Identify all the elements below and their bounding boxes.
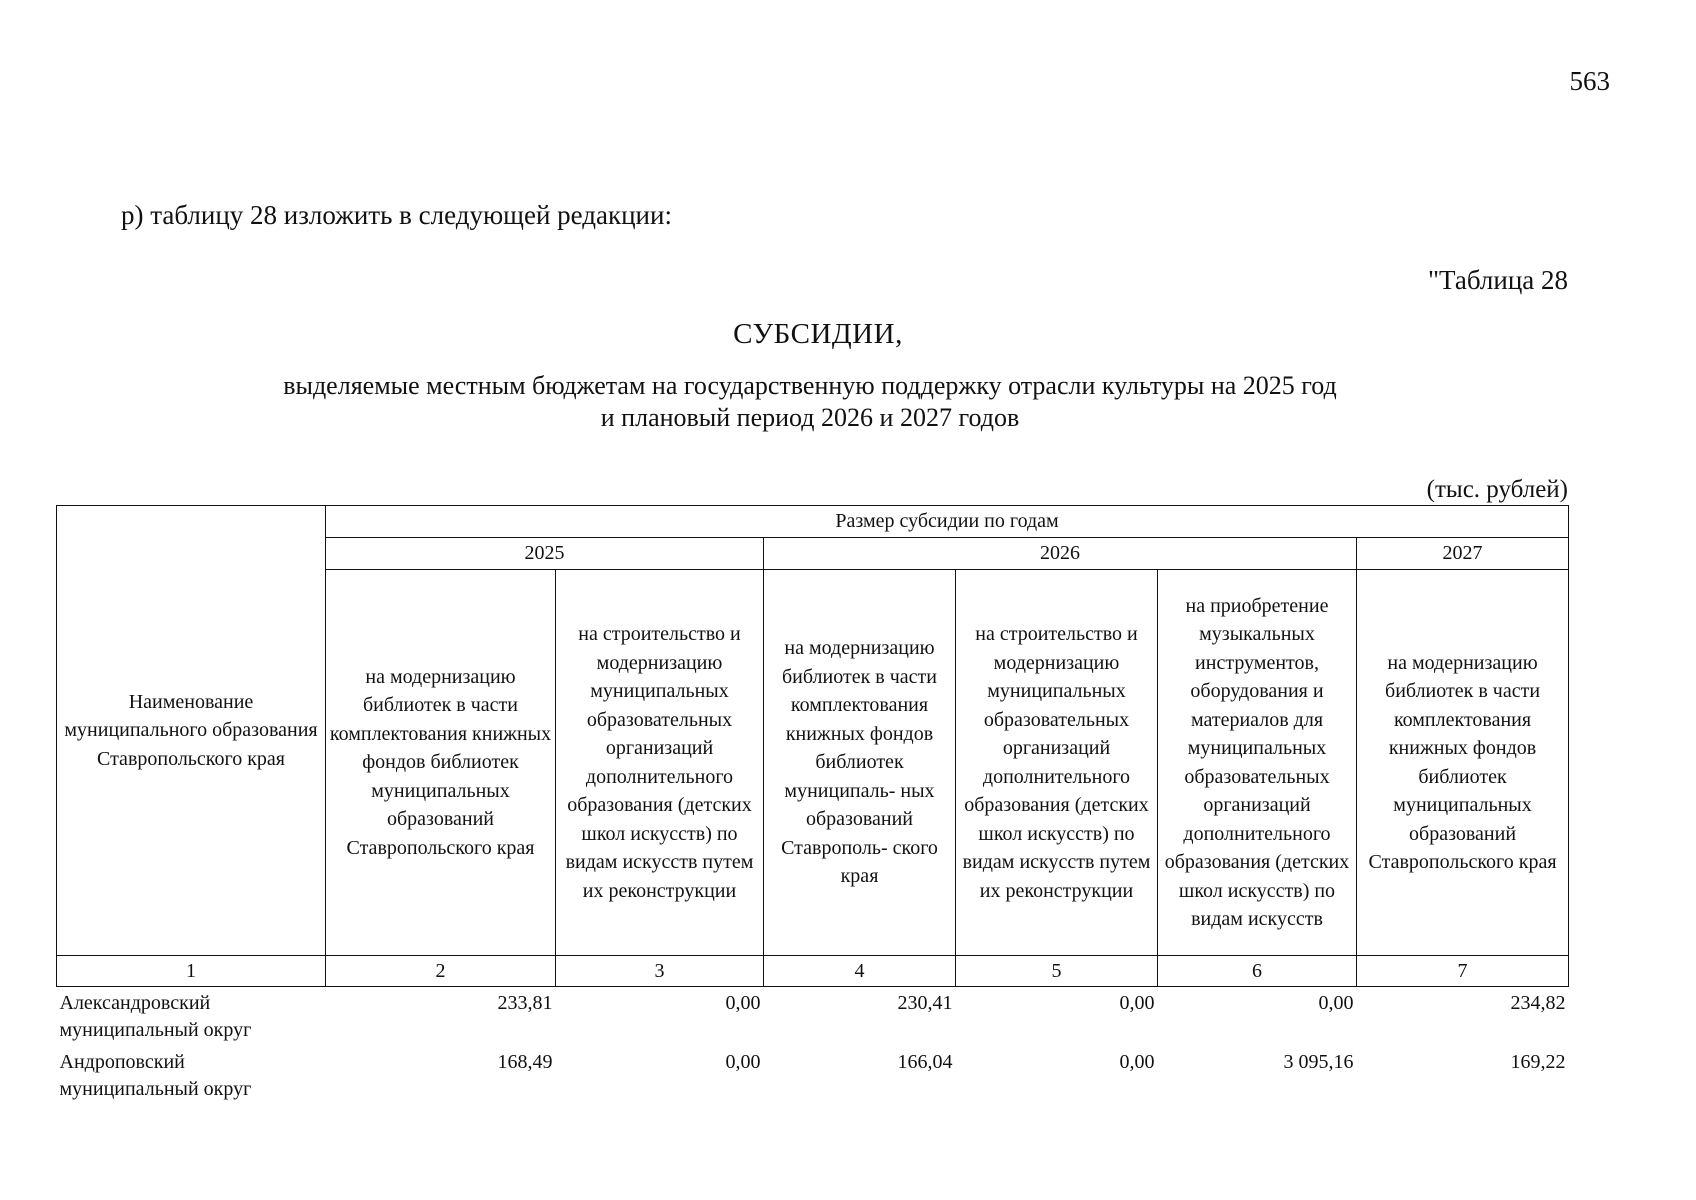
subtitle-line-2: и плановый период 2026 и 2027 годов: [600, 403, 1020, 432]
subtitle-line-1: выделяемые местным бюджетам на государственную поддержку отрасли культуры на 2025 год: [283, 371, 1337, 400]
value-cell: 0,00: [1119, 992, 1155, 1014]
column-number: 3: [556, 956, 764, 987]
value-cell: 168,49: [497, 1051, 553, 1073]
units-label: (тыс. рублей): [1426, 476, 1568, 503]
column-number: 1: [57, 956, 326, 987]
value-cell: 234,82: [1510, 992, 1566, 1014]
column-number: 4: [764, 956, 956, 987]
table-row: [57, 987, 1569, 1047]
value-cell: 3 095,16: [1283, 1051, 1354, 1073]
table-label: "Таблица 28: [1428, 265, 1568, 295]
document-subtitle: [240, 370, 1380, 434]
header-column-7: на модернизацию библиотек в части комплектования книжных фондов библиотек муниципальных образований Ставропольского края: [1357, 570, 1569, 956]
column-number: 7: [1357, 956, 1569, 987]
value-cell: 166,04: [897, 1051, 953, 1073]
table-row: [57, 1046, 1569, 1105]
municipality-name: Александровский муниципальный округ: [59, 992, 252, 1041]
header-column-5: на строительство и модернизацию муниципальных образовательных организаций дополнительного образования (детских школ искусств) по видам искусств путем их реконструкции: [956, 570, 1158, 956]
page-number: 563: [1569, 66, 1610, 96]
header-year-2025: 2025: [326, 538, 764, 570]
header-year-2027: 2027: [1357, 538, 1569, 570]
header-year-2026: 2026: [764, 538, 1357, 570]
value-cell: 0,00: [725, 992, 761, 1014]
header-column-2: на модернизацию библиотек в части комплектования книжных фондов библиотек муниципальных образований Ставропольского края: [326, 570, 556, 956]
header-column-4: на модернизацию библиотек в части комплектования книжных фондов библиотек муниципаль- ных образований Ставрополь- ского края: [764, 570, 956, 956]
header-subsidy-by-years: Размер субсидии по годам: [326, 506, 1569, 538]
value-cell: 230,41: [897, 992, 953, 1014]
header-municipality-name: Наименование муниципального образования Ставропольского края: [57, 506, 326, 956]
column-number: 2: [326, 956, 556, 987]
column-number: 6: [1158, 956, 1357, 987]
document-title: СУБСИДИИ,: [733, 318, 903, 350]
value-cell: 0,00: [725, 1051, 761, 1073]
subsidies-table: [56, 505, 1569, 1105]
column-number: 5: [956, 956, 1158, 987]
header-column-3: на строительство и модернизацию муниципальных образовательных организаций дополнительного образования (детских школ искусств) по видам искусств путем их реконструкции: [556, 570, 764, 956]
intro-text: р) таблицу 28 изложить в следующей редакции:: [121, 200, 672, 230]
value-cell: 169,22: [1510, 1051, 1566, 1073]
municipality-name: Андроповский муниципальный округ: [59, 1051, 252, 1100]
header-column-6: на приобретение музыкальных инструментов, оборудования и материалов для муниципальных образовательных организаций дополнительного образования (детских школ искусств) по видам искусств: [1158, 570, 1357, 956]
value-cell: 0,00: [1119, 1051, 1155, 1073]
value-cell: 0,00: [1318, 992, 1354, 1014]
value-cell: 233,81: [497, 992, 553, 1014]
